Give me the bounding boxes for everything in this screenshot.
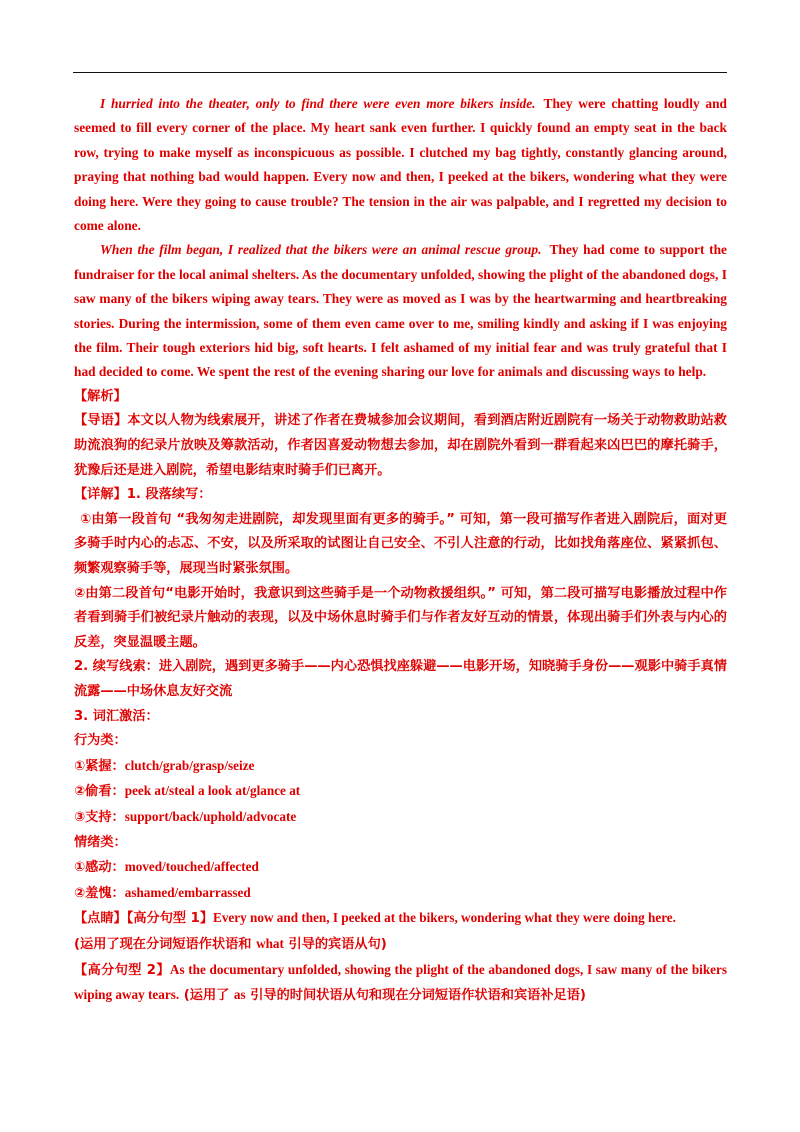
vocab-item-moved: ①感动：moved/touched/affected bbox=[74, 859, 259, 876]
action-category-heading: 行为类： bbox=[74, 733, 127, 749]
detail-point-2: ②由第二段首句“电影开始时，我意识到这些骑手是一个动物救援组织。” 可知，第二段可描写电影播放过程中作者看到骑手们被纪录片触动的表现，以及中场休息时骑手们与作者友好互动的情景，体现出骑手们外表与内心的反差，突显温暖主题。 bbox=[74, 585, 727, 650]
highlight-sentence-1: 【点睛】【高分句型 1】Every now and then, I peeked at the bikers, wondering what they were doing here. (运用了现在分词短语作状语和 what 引导的宾语从句) bbox=[74, 910, 676, 952]
detail-heading: 【详解】1. 段落续写： bbox=[74, 487, 212, 503]
vocab-item-clutch: ①紧握：clutch/grab/grasp/seize bbox=[74, 757, 255, 774]
emotion-category-heading: 情绪类： bbox=[74, 834, 127, 850]
paragraph-1-body: They were chatting loudly and seemed to fill every corner of the place. My heart sank even further. I quickly found an empty seat in the back row, trying to make myself as inconspicuous as possible. I clutched my bag tightly, constantly glancing around, praying that nothing bad would happen. Every now and then, I peeked at the bikers, wondering what they were doing here. Were they going to cause trouble? The tension in the air was palpable, and I regretted my decision to come alone. bbox=[74, 96, 727, 234]
analysis-heading: 【解析】 bbox=[74, 388, 127, 404]
vocab-heading: 3. 词汇激活： bbox=[74, 708, 159, 724]
header-rule bbox=[73, 72, 727, 73]
paragraph-1-lead-sentence: I hurried into the theater, only to find there were even more bikers inside. bbox=[100, 96, 536, 111]
vocab-item-ashamed: ②羞愧：ashamed/embarrassed bbox=[74, 884, 251, 901]
writing-clue: 2. 续写线索：进入剧院，遇到更多骑手——内心恐惧找座躲避——电影开场，知晓骑手身份——观影中骑手真情流露——中场休息友好交流 bbox=[74, 659, 727, 699]
vocab-item-support: ③支持：support/back/uphold/advocate bbox=[74, 808, 297, 825]
paragraph-2-lead-sentence: When the film began, I realized that the bikers were an animal rescue group. bbox=[100, 242, 542, 258]
paragraph-2-body: They had come to support the fundraiser for the local animal shelters. As the documentary unfolded, showing the plight of the abandoned dogs, I saw many of the bikers wiping away tears. They were as moved as I was by the heartwarming and heartbreaking stories. During the intermission, some of them even came over to me, smiling kindly and asking if I was enjoying the film. Their tough exteriors hid big, soft hearts. I felt ashamed of my initial fear and was truly grateful that I had decided to come. We spent the rest of the evening sharing our love for animals and discussing ways to help. bbox=[74, 242, 727, 380]
document-body bbox=[74, 92, 727, 1009]
analysis-intro: 【导语】本文以人物为线索展开，讲述了作者在费城参加会议期间，看到酒店附近剧院有一场关于动物救助站救助流浪狗的纪录片放映及筹款活动，作者因喜爱动物想去参加，却在剧院外看到一群看起来凶巴巴的摩托骑手，犹豫后还是进入剧院，希望电影结束时骑手们已离开。 bbox=[74, 413, 727, 478]
story-paragraph-2 bbox=[74, 238, 727, 384]
highlight-sentence-2: 【高分句型 2】As the documentary unfolded, showing the plight of the abandoned dogs, I saw many of the bikers wiping away tears. (运用了 as 引导的时间状语从句和现在分词短语作状语和宾语补足语) bbox=[74, 961, 727, 1004]
detail-point-1: ①由第一段首句 “我匆匆走进剧院，却发现里面有更多的骑手。” 可知，第一段可描写作者进入剧院后，面对更多骑手时内心的忐忑、不安，以及所采取的试图让自己安全、不引人注意的行动，比如找角落座位、紧紧抓包、频繁观察骑手等，展现当时紧张氛围。 bbox=[74, 511, 727, 577]
story-paragraph-1 bbox=[74, 92, 727, 238]
vocab-item-peek: ②偷看：peek at/steal a look at/glance at bbox=[74, 783, 301, 800]
